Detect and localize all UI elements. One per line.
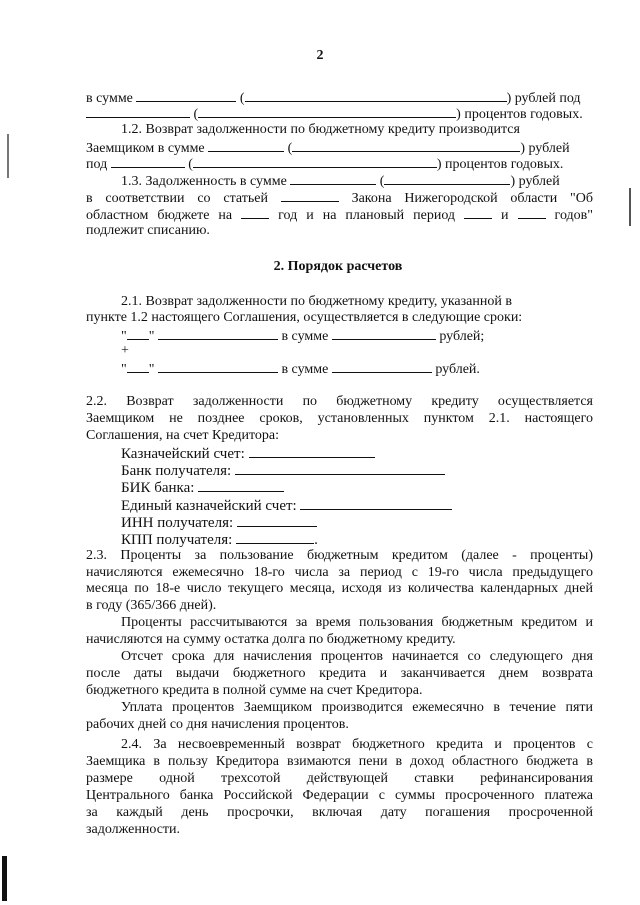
interest-start-line-2: после даты выдачи бюджетного кредита и заканчивается днем возврата [86,666,593,681]
year-blank [464,206,492,219]
amount-blank [332,360,432,373]
clause-2-4-line-5: за каждый день просрочки, включая дату погашения просроченной [86,805,593,820]
amount-line-2: ( ) процентов годовых. [86,105,583,123]
clause-2-2-line-2: Заемщиком не позднее сроков, установленных пунктом 2.1. настоящего [86,411,593,426]
clause-2-3-line-2: начисляются ежемесячно 18-го числа за период с 19-го числа предыдущего [86,565,593,580]
scan-edge-mark [7,134,9,178]
amount-blank [208,139,284,152]
schedule-row-1: " " в сумме рублей; [121,329,485,344]
interest-start-line-1: Отсчет срока для начисления процентов начинается со следующего дня [121,649,593,664]
treasury-account-field: Казначейский счет: [121,445,375,462]
interest-payment-line-2: рабочих дней со дня начисления процентов. [86,717,349,732]
clause-1-2-line-1: 1.2. Возврат задолженности по бюджетному кредиту производится [121,122,520,137]
amount-line-1: в сумме ( ) рублей под [86,91,581,106]
clause-2-3-line-1: 2.3. Проценты за пользование бюджетным кредитом (далее - проценты) [86,548,593,563]
value-blank [236,531,314,544]
value-blank [300,497,452,510]
amount-words-blank [384,172,510,185]
amount-blank [136,89,236,102]
amount-blank [290,172,376,185]
year-blank [518,206,546,219]
page-number: 2 [316,48,324,63]
day-blank [127,327,149,340]
amount-words-blank [292,139,520,152]
clause-1-2-line-3: под ( ) процентов годовых. [86,157,564,172]
clause-2-2-line-1: 2.2. Возврат задолженности по бюджетному кредиту осуществляется [86,394,593,409]
clause-1-3-line-4: подлежит списанию. [86,223,210,238]
plus-sign: + [121,343,129,358]
interest-calc-line-1: Проценты рассчитываются за время пользования бюджетным кредитом и [121,615,593,630]
recipient-bank-field: Банк получателя: [121,462,445,479]
percent-words-blank [193,155,437,168]
clause-2-3-line-4: в году (365/366 дней). [86,598,217,613]
bik-field: БИК банка: [121,479,284,496]
kpp-field: КПП получателя: . [121,532,318,548]
day-blank [127,360,149,373]
schedule-row-2: " " в сумме рублей. [121,362,480,377]
clause-2-3-line-3: месяца по 18-е число текущего месяца, исходя из количества календарных дней [86,581,593,596]
clause-2-1-line-1: 2.1. Возврат задолженности по бюджетному кредиту, указанной в [121,294,512,309]
section-2-title: 2. Порядок расчетов [273,259,403,274]
clause-1-3-line-1: 1.3. Задолженность в сумме ( ) рублей [121,174,560,189]
clause-2-4-line-6: задолженности. [86,822,181,837]
clause-2-4-line-4: Центрального банка Российской Федерации с суммы просроченного платежа [86,788,593,803]
clause-1-3-line-2: в соответствии со статьей Закона Нижегородской области "Об [86,191,593,205]
interest-calc-line-2: начисляются на сумму остатка долга по бюджетному кредиту. [86,632,456,647]
amount-words-blank [245,89,507,102]
article-blank [281,189,339,202]
month-year-blank [158,360,278,373]
month-year-blank [158,327,278,340]
percent-blank [86,105,190,118]
clause-2-4-line-2: Заемщика в пользу Кредитора взимаются пени в доход областного бюджета в [86,754,593,769]
interest-payment-line-1: Уплата процентов Заемщиком производится ежемесячно в течение пяти [121,700,593,715]
value-blank [237,514,317,527]
inn-field: ИНН получателя: [121,514,317,531]
amount-blank [332,327,436,340]
scan-edge-mark [2,856,7,901]
clause-1-3-line-3: областном бюджете на год и на плановый период и годов" [86,208,593,222]
clause-1-2-line-2: Заемщиком в сумме ( ) рублей [86,141,570,156]
value-blank [235,462,445,475]
percent-blank [111,155,185,168]
clause-2-4-line-1: 2.4. За несвоевременный возврат бюджетного кредита и процентов с [121,737,593,752]
clause-2-2-line-3: Соглашения, на счет Кредитора: [86,428,280,443]
single-treasury-account-field: Единый казначейский счет: [121,497,452,514]
year-blank [241,206,269,219]
interest-start-line-3: бюджетного кредита в полной сумме на счет Кредитора. [86,683,423,698]
clause-2-4-line-3: размере одной трехсотой действующей ставки рефинансирования [86,771,593,786]
scan-edge-mark [629,188,631,226]
percent-words-blank [198,105,456,118]
value-blank [249,445,375,458]
value-blank [198,479,284,492]
clause-2-1-line-2: пункте 1.2 настоящего Соглашения, осуществляется в следующие сроки: [86,310,523,325]
